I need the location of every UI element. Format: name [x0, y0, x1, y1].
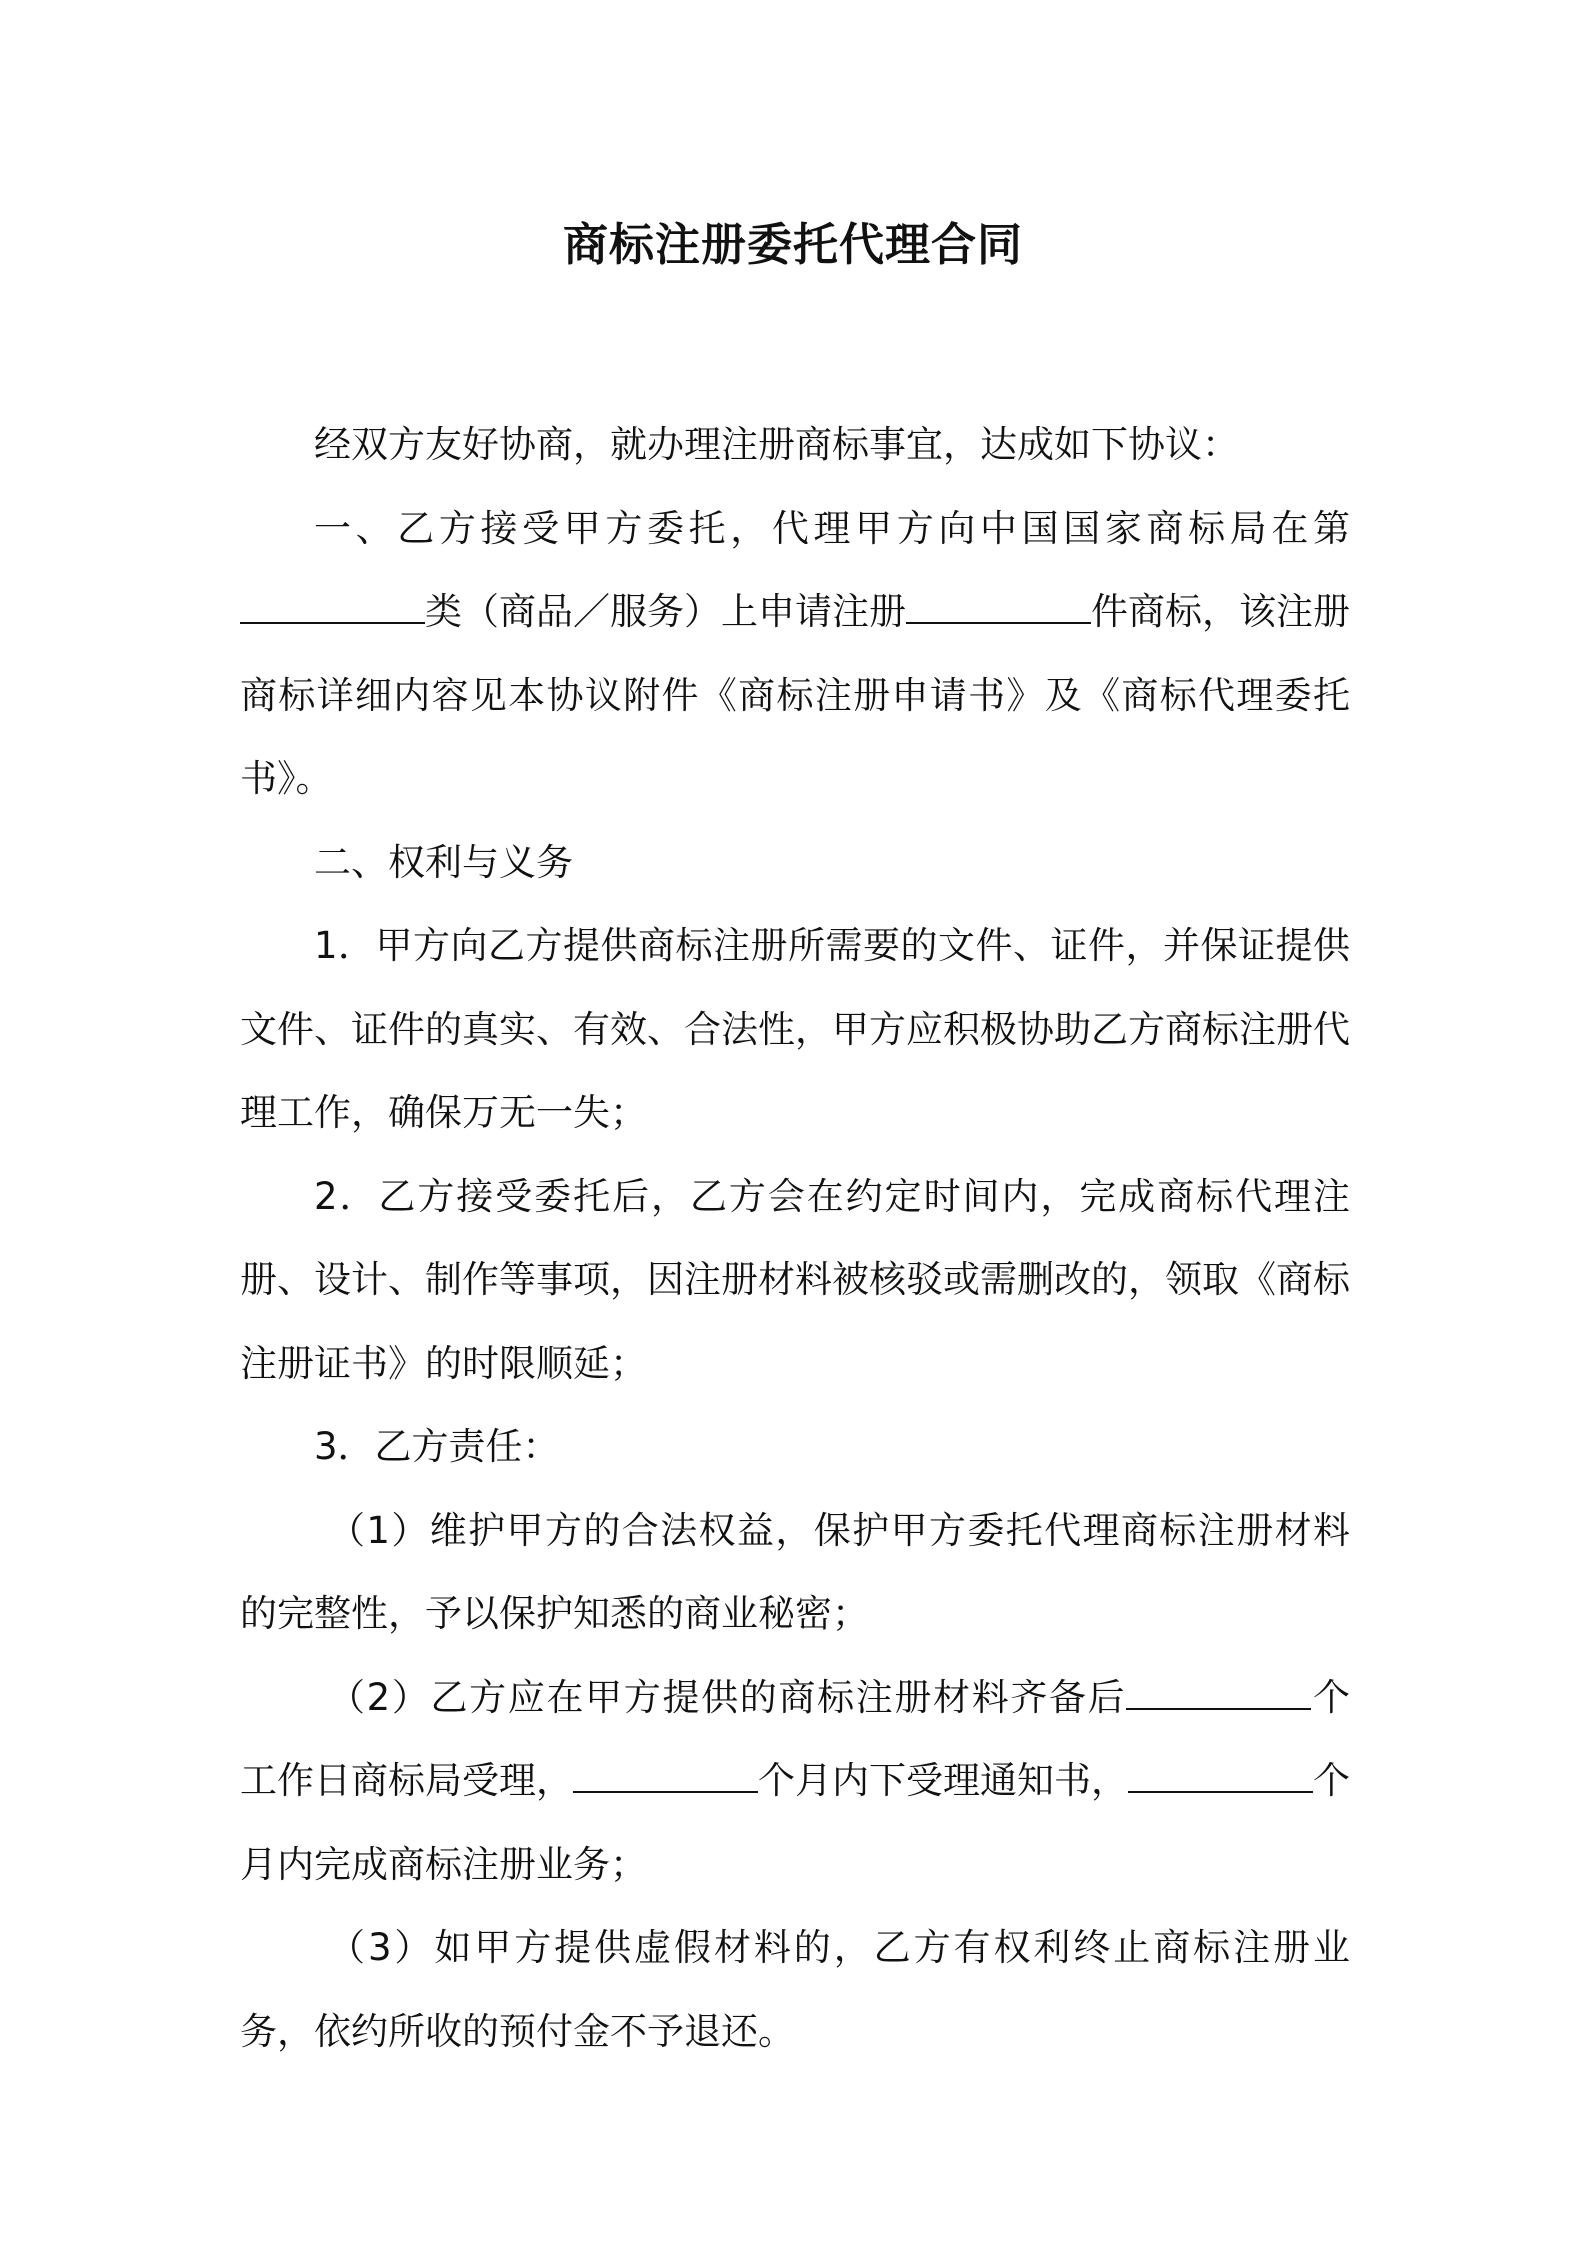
paragraph-article-1 — [240, 487, 1350, 821]
blank-line-trademark-count — [906, 592, 1091, 624]
article-1-text-c: 件商标，该注册商标详细内容见本协议附件《商标注册申请书》及《商标代理委托书》。 — [240, 590, 1350, 800]
document-title: 商标注册委托代理合同 — [562, 218, 1023, 271]
blank-line-notice-months — [573, 1761, 758, 1793]
subitem-2-text-d: 个月内完成商标注册业务； — [240, 1759, 1350, 1886]
paragraph-article-2-heading: 二、权利与义务 — [314, 840, 573, 884]
paragraph-intro: 经双方友好协商，就办理注册商标事宜，达成如下协议： — [314, 423, 1239, 466]
subitem-2-text-b: 个工作日商标局受理， — [240, 1675, 1351, 1802]
paragraph-item-3: 3．乙方责任： — [314, 1425, 560, 1468]
paragraph-subitem-1: （1）维护甲方的合法权益，保护甲方委托代理商标注册材料的完整性，予以保护知悉的商业秘密； — [240, 1508, 1350, 1635]
document-body — [240, 403, 1350, 2073]
paragraph-subitem-3: （3）如甲方提供虚假材料的，乙方有权利终止商标注册业务，依约所收的预付金不予退还。 — [240, 1926, 1350, 2053]
subitem-2-text-c: 个月内下受理通知书， — [758, 1759, 1128, 1802]
subitem-2-text-a: （2）乙方应在甲方提供的商标注册材料齐备后 — [328, 1675, 1127, 1719]
article-1-text-a: 一、乙方接受甲方委托，代理甲方向中国国家商标局在第 — [314, 506, 1350, 550]
paragraph-item-2: 2．乙方接受委托后，乙方会在约定时间内，完成商标代理注册、设计、制作等事项，因注册材料被核驳或需删改的，领取《商标注册证书》的时限顺延； — [240, 1174, 1350, 1385]
blank-line-class-number — [240, 592, 425, 624]
article-1-text-b: 类（商品／服务）上申请注册 — [425, 590, 906, 633]
paragraph-item-1: 1．甲方向乙方提供商标注册所需要的文件、证件，并保证提供文件、证件的真实、有效、合法性，甲方应积极协助乙方商标注册代理工作，确保万无一失； — [240, 924, 1350, 1134]
blank-line-working-days — [1126, 1678, 1311, 1710]
blank-line-completion-months — [1128, 1761, 1313, 1793]
paragraph-subitem-2 — [240, 1656, 1350, 1907]
